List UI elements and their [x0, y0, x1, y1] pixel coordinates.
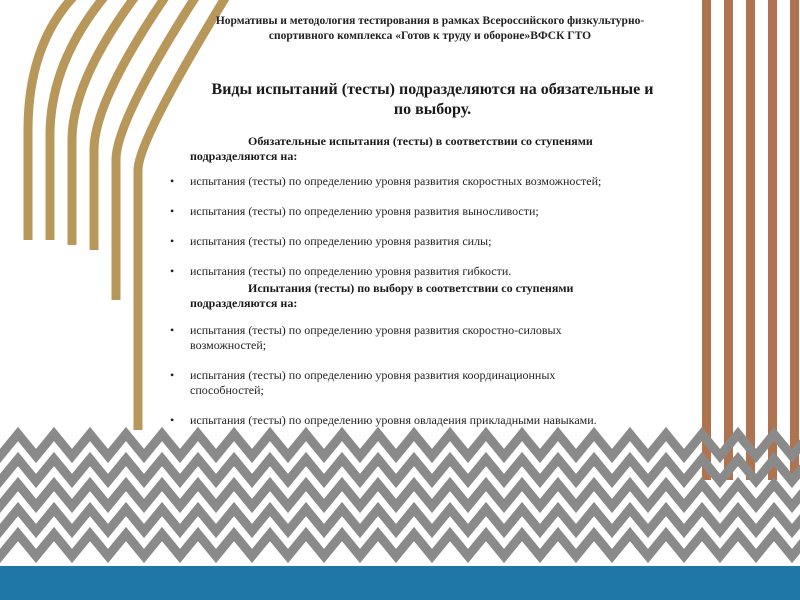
zigzag-row — [0, 484, 800, 506]
list-item: • испытания (тесты) по определению уровня развития скоростных возможностей; — [170, 174, 602, 188]
mandatory-heading-line-1: Обязательные испытания (тесты) в соответствии со ступенями — [248, 134, 593, 148]
mandatory-list — [170, 174, 690, 294]
title-line-2: по выбору. — [393, 101, 472, 118]
title-line-1: Виды испытаний (тесты) подразделяются на обязательные и — [211, 81, 654, 98]
bullet-icon: • — [170, 204, 175, 218]
optional-heading-line-2: подразделяются на: — [190, 296, 298, 310]
bullet-icon: • — [170, 234, 175, 248]
bullet-icon: • — [170, 174, 175, 188]
bullet-icon: • — [170, 368, 175, 382]
list-item: • испытания (тесты) по определению уровня развития координационных способностей; — [170, 368, 556, 397]
list-item: • испытания (тесты) по определению уровня развития гибкости. — [170, 264, 512, 278]
list-item: • испытания (тесты) по определению уровня овладения прикладными навыками. — [170, 413, 597, 427]
optional-heading — [190, 281, 690, 311]
bullet-icon: • — [170, 413, 175, 427]
zigzag-row — [0, 459, 800, 481]
footer-band — [0, 566, 800, 600]
mandatory-heading-line-2: подразделяются на: — [190, 149, 298, 163]
bullet-icon: • — [170, 323, 175, 337]
copper-stripes — [702, 0, 799, 480]
zigzag-pattern — [0, 434, 800, 556]
slide-header — [205, 14, 655, 44]
optional-list — [170, 323, 690, 443]
header-line-1: Нормативы и методология тестирования в рамках Всероссийского физкультурно- — [215, 15, 645, 27]
bullet-icon: • — [170, 264, 175, 278]
list-item: • испытания (тесты) по определению уровня развития скоростно-силовых возможностей; — [170, 323, 562, 352]
list-item: • испытания (тесты) по определению уровня развития силы; — [170, 234, 492, 248]
zigzag-row — [0, 509, 800, 531]
header-line-2: спортивного комплекса «Готов к труду и обороне»ВФСК ГТО — [268, 30, 592, 42]
optional-heading-line-1: Испытания (тесты) по выбору в соответствии со ступенями — [248, 281, 574, 295]
list-item: • испытания (тесты) по определению уровня развития выносливости; — [170, 204, 539, 218]
slide-title — [170, 80, 695, 120]
mandatory-heading — [190, 134, 690, 164]
zigzag-row — [0, 534, 800, 556]
